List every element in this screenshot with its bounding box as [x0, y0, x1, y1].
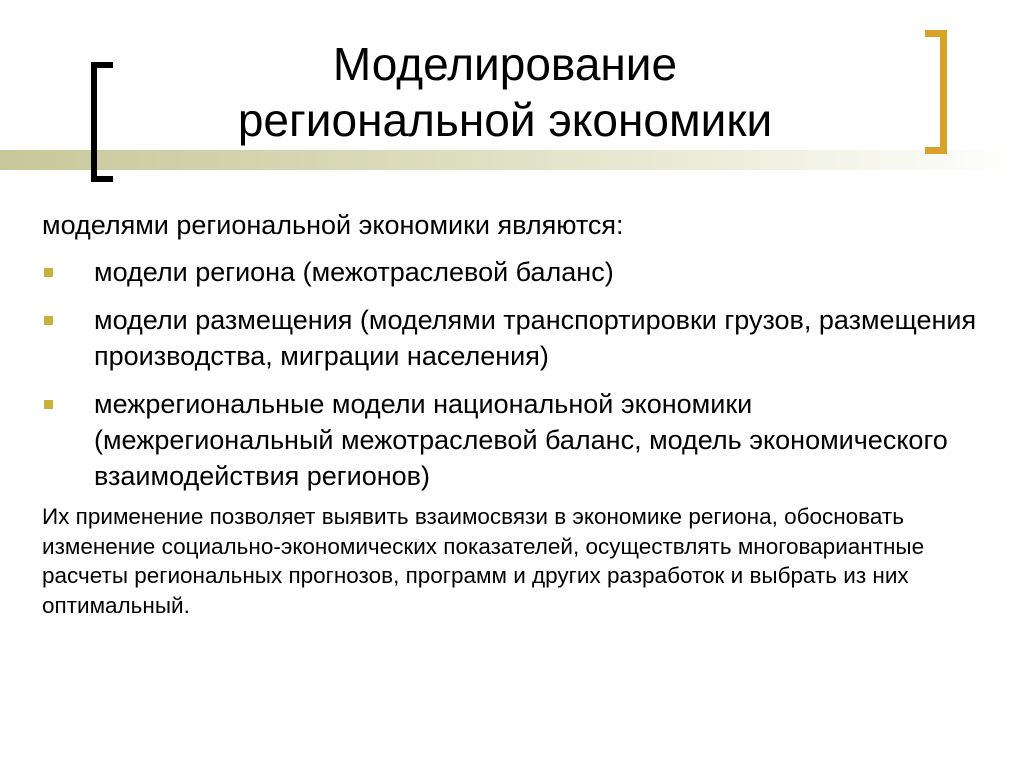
bullet-item [42, 386, 982, 494]
bullet-text: модели размещения (моделями транспортировки грузов, размещения производства, миграции населения) [94, 305, 977, 371]
slide-title-line-1: Моделирование [332, 38, 678, 90]
slide-title [140, 36, 870, 148]
bullet-text: межрегиональные модели национальной экономики (межрегиональный межотраслевой баланс, модель экономического взаимодействия регионов) [94, 389, 948, 491]
slide-body [42, 208, 982, 620]
square-bullet-icon [44, 316, 53, 325]
conclusion-text: Их применение позволяет выявить взаимосвязи в экономике региона, обосновать изменение социально-экономических показателей, осуществлять многовариантные расчеты региональных прогнозов, программ и других разработок и выбрать из них оптимальный. [42, 504, 925, 618]
square-bullet-icon [44, 400, 53, 409]
left-bracket-decoration [91, 62, 113, 182]
slide-title-line-2: региональной экономики [237, 94, 773, 146]
bullet-list [42, 254, 982, 494]
bullet-item [42, 254, 982, 290]
square-bullet-icon [44, 268, 53, 277]
intro-text: моделями региональной экономики являются: [42, 210, 624, 240]
right-bracket-decoration [925, 30, 947, 154]
bullet-item [42, 302, 982, 374]
bullet-text: модели региона (межотраслевой баланс) [94, 257, 614, 287]
title-underline-band [0, 150, 1024, 170]
